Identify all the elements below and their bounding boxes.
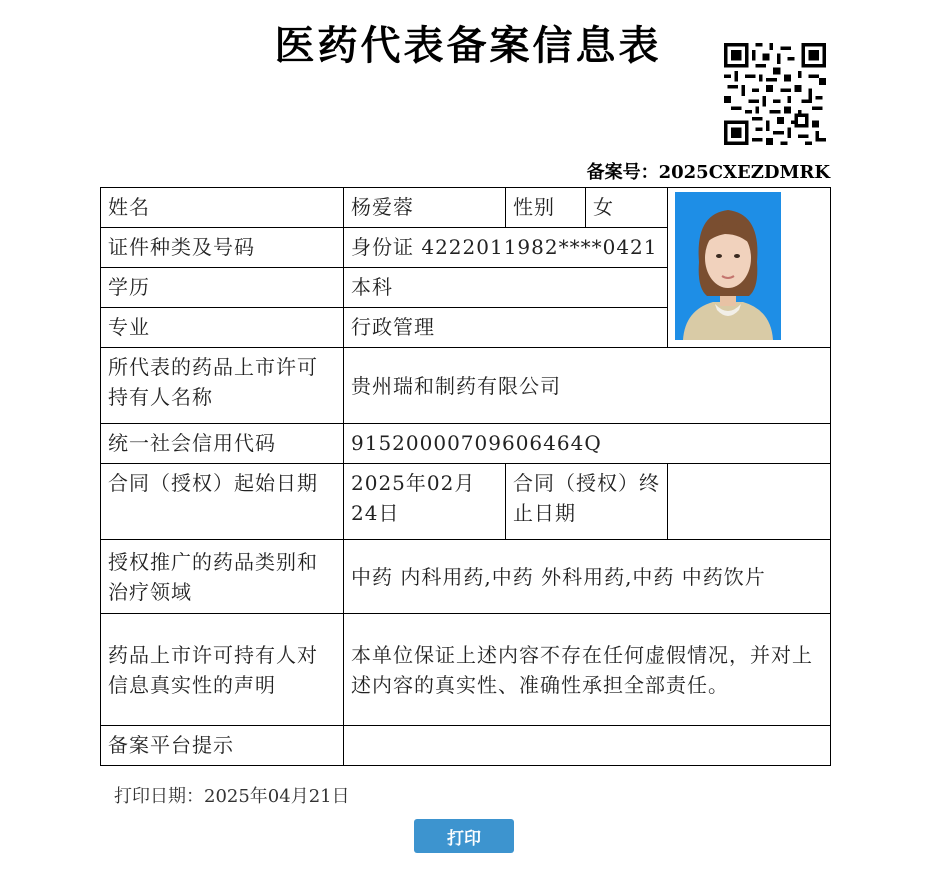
id-label: 证件种类及号码 (101, 228, 344, 268)
holder-value: 贵州瑞和制药有限公司 (344, 348, 831, 424)
start-date-value: 2025年02月24日 (344, 464, 506, 540)
id-value: 身份证 4222011982****0421 (344, 228, 668, 268)
print-date: 打印日期：2025年04月21日 (114, 786, 350, 807)
end-date-label: 合同（授权）终止日期 (506, 464, 668, 540)
statement-label: 药品上市许可持有人对信息真实性的声明 (101, 614, 344, 726)
credit-code-value: 91520000709606464Q (344, 424, 831, 464)
name-label: 姓名 (101, 188, 344, 228)
credit-code-label: 统一社会信用代码 (101, 424, 344, 464)
education-value: 本科 (344, 268, 668, 308)
print-button[interactable]: 打印 (414, 819, 514, 853)
scope-value: 中药 内科用药,中药 外科用药,中药 中药饮片 (344, 540, 831, 614)
education-label: 学历 (101, 268, 344, 308)
platform-hint-label: 备案平台提示 (101, 726, 344, 766)
name-value: 杨爱蓉 (344, 188, 506, 228)
record-number: 备案号：2025CXEZDMRK (586, 162, 830, 183)
scope-label: 授权推广的药品类别和治疗领域 (101, 540, 344, 614)
end-date-value (668, 464, 831, 540)
major-label: 专业 (101, 308, 344, 348)
major-value: 行政管理 (344, 308, 668, 348)
statement-value: 本单位保证上述内容不存在任何虚假情况，并对上述内容的真实性、准确性承担全部责任。 (344, 614, 831, 726)
gender-value: 女 (586, 188, 668, 228)
photo-cell (668, 188, 831, 348)
holder-label: 所代表的药品上市许可持有人名称 (101, 348, 344, 424)
document-title: 医药代表备案信息表 (274, 22, 662, 69)
id-photo (675, 192, 781, 340)
platform-hint-value (344, 726, 831, 766)
gender-label: 性别 (506, 188, 586, 228)
qr-code-icon (724, 43, 826, 145)
start-date-label: 合同（授权）起始日期 (101, 464, 344, 540)
info-table (100, 187, 831, 766)
